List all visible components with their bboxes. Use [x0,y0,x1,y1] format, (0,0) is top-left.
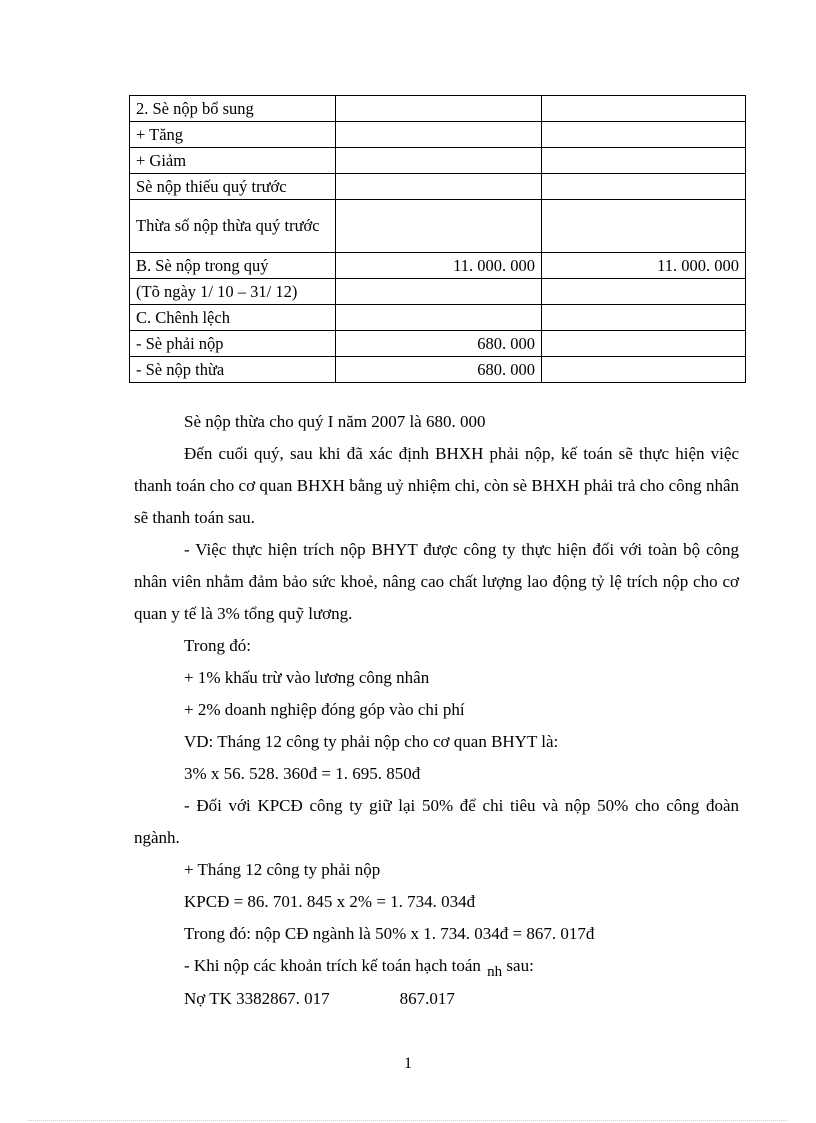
page-number: 1 [404,1055,412,1072]
paragraph: Đến cuối quý, sau khi đã xác định BHXH phải nộp, kế toán sẽ thực hiện việc thanh toán cho cơ quan BHXH bằng uỷ nhiệm chi, còn sè BHXH phải trả cho công nhân sẽ thanh toán sau. [134,444,739,527]
row-value-col3 [542,96,746,122]
row-value-col2 [336,148,542,174]
row-value-col2: 680. 000 [336,357,542,383]
row-value-col2 [336,305,542,331]
row-label: C. Chênh lệch [130,305,336,331]
row-value-col2 [336,96,542,122]
row-value-col3 [542,279,746,305]
paragraph: Sè nộp thừa cho quý I năm 2007 là 680. 000 [184,412,486,431]
table-row [130,122,746,148]
paragraph: Trong đó: [184,636,251,655]
row-value-col2 [336,122,542,148]
row-label: Sè nộp thiếu quý trước [130,174,336,200]
paragraph: + 2% doanh nghiệp đóng góp vào chi phí [184,700,465,719]
row-value-col2 [336,174,542,200]
row-value-col2: 680. 000 [336,331,542,357]
table-row [130,305,746,331]
paragraph: - Việc thực hiện trích nộp BHYT được công ty thực hiện đối với toàn bộ công nhân viên nhằm đảm bảo sức khoẻ, nâng cao chất lượng lao động tỷ lệ trích nộp cho cơ quan y tế là 3% tổng quỹ lương. [134,540,739,623]
paragraph [134,950,739,983]
row-value-col2 [336,279,542,305]
row-label: + Giảm [130,148,336,174]
footer-divider [28,1120,788,1121]
paragraph: VD: Tháng 12 công ty phải nộp cho cơ quan BHYT là: [184,732,559,751]
row-value-col3 [542,122,746,148]
row-value-col2 [336,200,542,253]
row-value-col3: 11. 000. 000 [542,253,746,279]
row-label: + Tăng [130,122,336,148]
journal-entry [134,983,739,1015]
row-label: (Tõ ngày 1/ 10 – 31/ 12) [130,279,336,305]
row-label: 2. Sè nộp bổ sung [130,96,336,122]
table-row [130,253,746,279]
row-label: B. Sè nộp trong quý [130,253,336,279]
paragraph: + Tháng 12 công ty phải nộp [184,860,381,879]
paragraph-main: - Khi nộp các khoản trích kế toán hạch toán [184,956,481,975]
journal-entry-account: Nợ TK 3382867. 017 [184,989,330,1008]
body-text [134,406,739,1015]
table-row [130,200,746,253]
row-value-col3 [542,331,746,357]
table-row [130,148,746,174]
row-value-col3 [542,148,746,174]
table-row [130,279,746,305]
table-row [130,331,746,357]
subscript-fragment: nh [487,964,503,980]
table-row [130,174,746,200]
journal-entry-amount: 867.017 [399,989,455,1008]
row-label: - Sè phải nộp [130,331,336,357]
row-value-col3 [542,357,746,383]
row-value-col3 [542,305,746,331]
table-row [130,96,746,122]
row-value-col2: 11. 000. 000 [336,253,542,279]
formula: 3% x 56. 528. 360đ = 1. 695. 850đ [184,764,421,783]
paragraph-tail: sau: [506,956,534,975]
paragraph: Trong đó: nộp CĐ ngành là 50% x 1. 734. 034đ = 867. 017đ [184,924,595,943]
row-label: Thừa số nộp thừa quý trước [130,200,336,253]
paragraph: - Đối với KPCĐ công ty giữ lại 50% để chi tiêu và nộp 50% cho công đoàn ngành. [134,796,739,847]
formula: KPCĐ = 86. 701. 845 x 2% = 1. 734. 034đ [184,892,476,911]
row-value-col3 [542,174,746,200]
contribution-table [129,95,746,383]
row-value-col3 [542,200,746,253]
row-label: - Sè nộp thừa [130,357,336,383]
paragraph: + 1% khấu trừ vào lương công nhân [184,668,430,687]
table-row [130,357,746,383]
